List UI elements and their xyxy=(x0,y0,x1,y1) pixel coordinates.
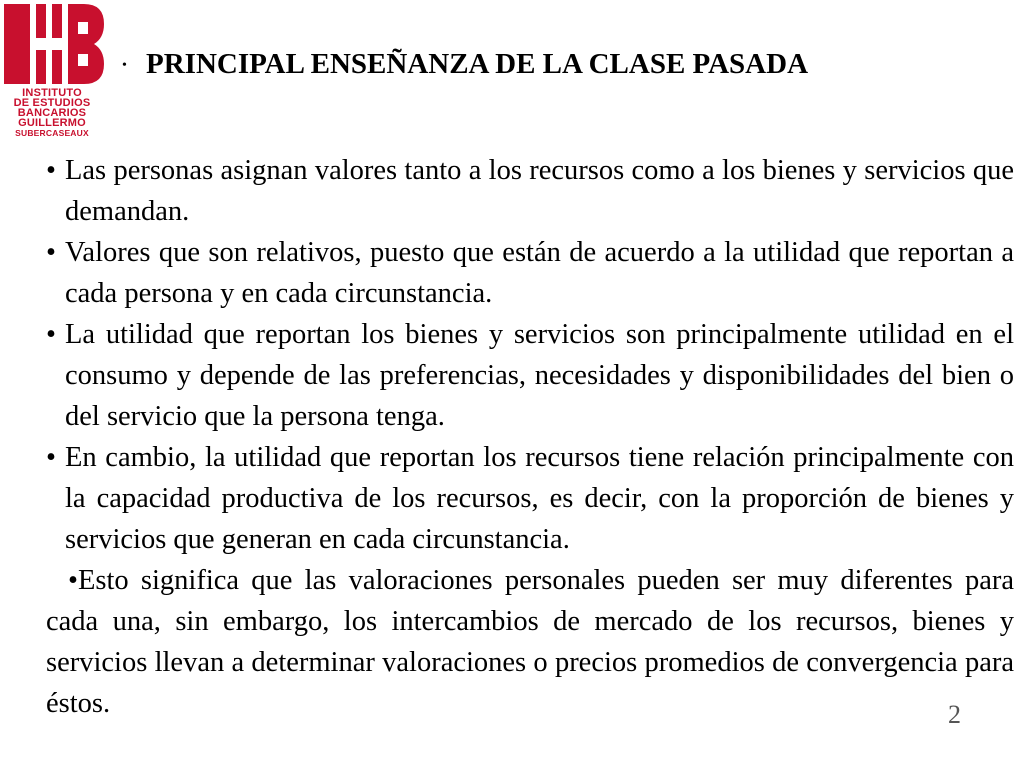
slide-title: PRINCIPAL ENSEÑANZA DE LA CLASE PASADA xyxy=(146,48,809,80)
bullet-mark: • xyxy=(46,442,56,473)
institute-logo-mark-icon xyxy=(4,4,104,84)
bullet-mark: • xyxy=(46,319,56,350)
bullet-paragraph-4 xyxy=(46,437,1014,560)
bullet-mark: • xyxy=(46,237,56,268)
bullet-mark: • xyxy=(68,565,78,596)
slide-content xyxy=(46,150,1014,724)
paragraph-text: En cambio, la utilidad que reportan los recursos tiene relación principalmente con la capacidad productiva de los recursos, es decir, con la proporción de bienes y servicios que generan en cada circunstancia. xyxy=(65,442,1014,555)
page-number: 2 xyxy=(948,700,961,729)
logo-line-2: DE ESTUDIOS xyxy=(13,97,91,109)
paragraph-text: La utilidad que reportan los bienes y servicios son principalmente utilidad en el consumo y depende de las preferencias, necesidades y disponibilidades del bien o del servicio que la persona tenga. xyxy=(65,319,1014,432)
bullet-paragraph-3 xyxy=(46,314,1014,437)
paragraph-text: Esto significa que las valoraciones personales pueden ser muy diferentes para cada una, sin embargo, los intercambios de mercado de los recursos, bienes y servicios llevan a determinar valoraciones o precios promedios de convergencia para éstos. xyxy=(46,565,1014,719)
bullet-paragraph-2 xyxy=(46,232,1014,314)
logo-line-3: BANCARIOS xyxy=(17,107,87,119)
institute-logo-text xyxy=(6,88,98,138)
paragraph-text: Las personas asignan valores tanto a los recursos como a los bienes y servicios que demandan. xyxy=(65,155,1014,227)
title-bullet: • xyxy=(122,58,127,73)
paragraph-text: Valores que son relativos, puesto que están de acuerdo a la utilidad que reportan a cada persona y en cada circunstancia. xyxy=(65,237,1014,309)
bullet-paragraph-5 xyxy=(46,560,1014,724)
logo-line-1: INSTITUTO xyxy=(22,87,82,99)
logo-line-4: GUILLERMO xyxy=(18,117,86,129)
bullet-paragraph-1 xyxy=(46,150,1014,232)
logo-line-5: SUBERCASEAUX xyxy=(15,128,89,138)
institute-logo xyxy=(4,4,116,154)
bullet-mark: • xyxy=(46,155,56,186)
